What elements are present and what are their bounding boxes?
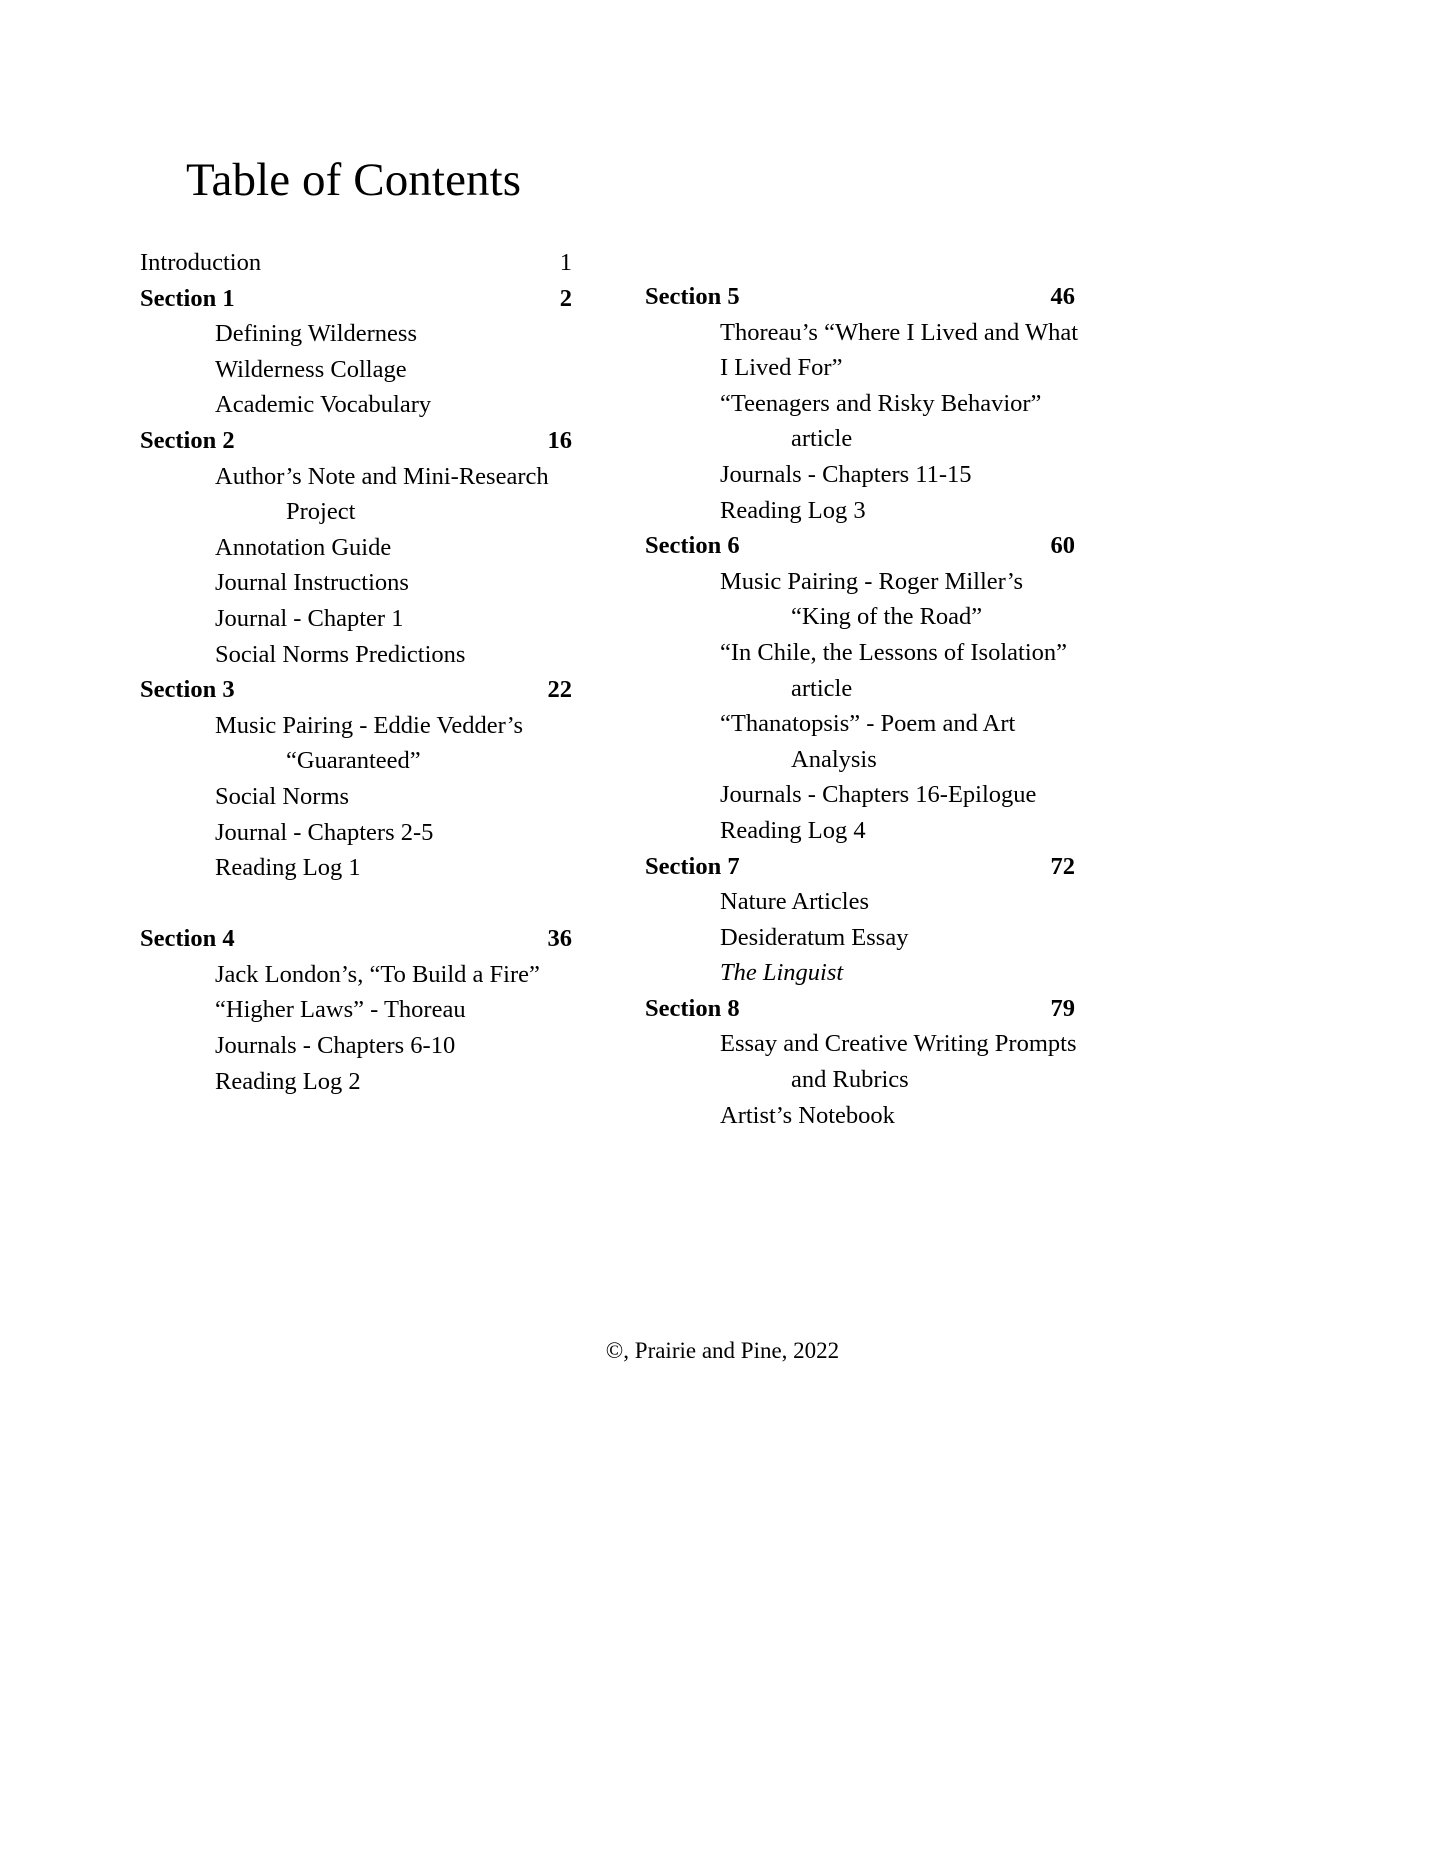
toc-entry-row[interactable] [645, 742, 1075, 778]
toc-entry-row[interactable] [140, 957, 572, 993]
toc-entry-row[interactable] [140, 637, 572, 673]
toc-entry-row[interactable] [645, 421, 1075, 457]
toc-page-number: 72 [1050, 852, 1075, 880]
toc-entry-label: Annotation Guide [215, 533, 392, 561]
toc-entry-row[interactable] [645, 386, 1075, 422]
toc-entry-label: Social Norms Predictions [215, 640, 466, 668]
toc-entry-row[interactable] [140, 565, 572, 601]
toc-page-number: 79 [1050, 994, 1075, 1022]
toc-entry-row[interactable] [140, 779, 572, 815]
toc-entry-row[interactable] [645, 1062, 1075, 1098]
toc-entry-label: Music Pairing - Roger Miller’s [720, 567, 1024, 595]
toc-entry-label: “Thanatopsis” - Poem and Art [720, 710, 1016, 738]
toc-entry-label: “In Chile, the Lessons of Isolation” [720, 638, 1068, 666]
toc-entry-label: Defining Wilderness [215, 320, 418, 348]
toc-entry-label: “Teenagers and Risky Behavior” [720, 389, 1042, 417]
toc-section-label: Section 4 [140, 925, 235, 953]
toc-entry-label: “Guaranteed” [286, 747, 421, 775]
toc-entry-label: Author’s Note and Mini-Research [215, 462, 549, 490]
toc-page-number: 46 [1050, 283, 1075, 310]
toc-entry-row[interactable] [645, 671, 1075, 707]
toc-section-label: Section 3 [140, 676, 235, 704]
toc-column-right [645, 279, 1079, 1133]
toc-entry-label: Reading Log 3 [720, 496, 866, 524]
toc-section-row[interactable] [140, 921, 572, 957]
toc-section-label: Section 2 [140, 426, 235, 454]
toc-entry-label: Desideratum Essay [720, 923, 909, 951]
toc-section-row[interactable] [140, 672, 572, 708]
toc-entry-label: Analysis [791, 745, 877, 773]
toc-entry-row[interactable] [140, 1028, 572, 1064]
toc-entry-label: “Higher Laws” - Thoreau [215, 996, 466, 1024]
toc-entry-row[interactable] [140, 601, 572, 637]
toc-entry-row[interactable] [140, 316, 572, 352]
toc-entry-row[interactable] [645, 599, 1075, 635]
toc-entry-label: Reading Log 4 [720, 816, 866, 844]
toc-entry-row[interactable] [140, 352, 572, 388]
toc-page-number: 1 [559, 249, 572, 276]
toc-section-label: Section 8 [645, 994, 740, 1022]
toc-entry-row[interactable] [645, 706, 1075, 742]
toc-entry-label: Academic Vocabulary [215, 391, 432, 419]
toc-entry-label: Social Norms [215, 782, 350, 810]
toc-entry-label: “King of the Road” [791, 603, 983, 631]
toc-entry-row[interactable] [140, 992, 572, 1028]
toc-entry-row[interactable] [645, 777, 1075, 813]
toc-page-number: 60 [1050, 532, 1075, 560]
toc-page-number: 2 [559, 284, 572, 312]
toc-entry-label: Essay and Creative Writing Prompts [720, 1030, 1077, 1058]
toc-section-label: Section 6 [645, 532, 740, 560]
toc-section-label: Section 7 [645, 852, 740, 880]
toc-entry-row[interactable] [645, 1098, 1075, 1134]
toc-entry-row[interactable] [140, 1064, 572, 1100]
toc-entry-row[interactable] [140, 459, 572, 495]
copyright-footer: ©, Prairie and Pine, 2022 [605, 1338, 840, 1363]
toc-entry-label: and Rubrics [791, 1066, 909, 1094]
toc-entry-row[interactable] [140, 743, 572, 779]
toc-entry-row[interactable] [645, 564, 1075, 600]
toc-entry-label: Reading Log 1 [215, 854, 361, 882]
toc-entry-label: Artist’s Notebook [720, 1101, 895, 1129]
toc-page-number: 16 [547, 426, 572, 454]
toc-entry-label: Project [286, 498, 356, 526]
toc-entry-label: The Linguist [720, 959, 844, 987]
toc-page-number: 22 [547, 676, 572, 704]
toc-entry-row[interactable] [645, 813, 1075, 849]
toc-entry-label: Wilderness Collage [215, 355, 407, 383]
toc-entry-label: article [791, 674, 853, 702]
toc-section-row[interactable] [645, 528, 1075, 564]
toc-entry-label: Journal Instructions [215, 569, 409, 597]
toc-entry-row[interactable] [645, 920, 1075, 956]
toc-section-row[interactable] [645, 279, 1075, 315]
toc-section-row[interactable] [140, 423, 572, 459]
toc-entry-label: article [791, 425, 853, 453]
toc-entry-label: Music Pairing - Eddie Vedder’s [215, 711, 524, 739]
toc-section-label: Section 5 [645, 283, 740, 310]
toc-entry-row[interactable] [645, 955, 1075, 991]
toc-entry-label: Introduction [140, 249, 262, 276]
toc-entry-label: Nature Articles [720, 888, 869, 916]
toc-entry-row[interactable] [645, 1026, 1075, 1062]
toc-entry-label: Journals - Chapters 16-Epilogue [720, 781, 1037, 809]
toc-section-row[interactable] [645, 849, 1075, 885]
toc-entry-row[interactable] [140, 708, 572, 744]
toc-entry-label: Journal - Chapter 1 [215, 604, 404, 632]
toc-entry-row[interactable] [140, 387, 572, 423]
toc-entry-row[interactable] [645, 635, 1075, 671]
toc-entry-row[interactable] [645, 884, 1075, 920]
toc-entry-row[interactable] [140, 530, 572, 566]
toc-entry-row[interactable] [140, 815, 572, 851]
toc-entry-label: Journals - Chapters 6-10 [215, 1032, 456, 1060]
toc-entry-row[interactable] [645, 457, 1075, 493]
toc-section-label: Section 1 [140, 284, 235, 312]
toc-section-row[interactable] [140, 281, 572, 317]
toc-entry-row[interactable] [645, 350, 1075, 386]
toc-entry-row[interactable] [140, 494, 572, 530]
toc-entry-label: Reading Log 2 [215, 1067, 361, 1095]
toc-entry-label: Thoreau’s “Where I Lived and What [720, 318, 1079, 346]
toc-entry-label: Journals - Chapters 11-15 [720, 460, 972, 488]
toc-entry-row[interactable] [645, 493, 1075, 529]
toc-entry-label: Jack London’s, “To Build a Fire” [215, 960, 540, 988]
toc-entry-row[interactable] [140, 245, 572, 281]
page-title: Table of Contents [186, 154, 522, 207]
toc-entry-label: I Lived For” [720, 354, 843, 382]
toc-section-row[interactable] [645, 991, 1075, 1027]
toc-entry-row[interactable] [140, 850, 572, 886]
toc-page-number: 36 [547, 925, 572, 953]
toc-entry-label: Journal - Chapters 2-5 [215, 818, 434, 846]
toc-entry-row[interactable] [645, 315, 1079, 351]
toc-column-left [140, 245, 572, 1099]
toc-spacer [140, 886, 572, 922]
